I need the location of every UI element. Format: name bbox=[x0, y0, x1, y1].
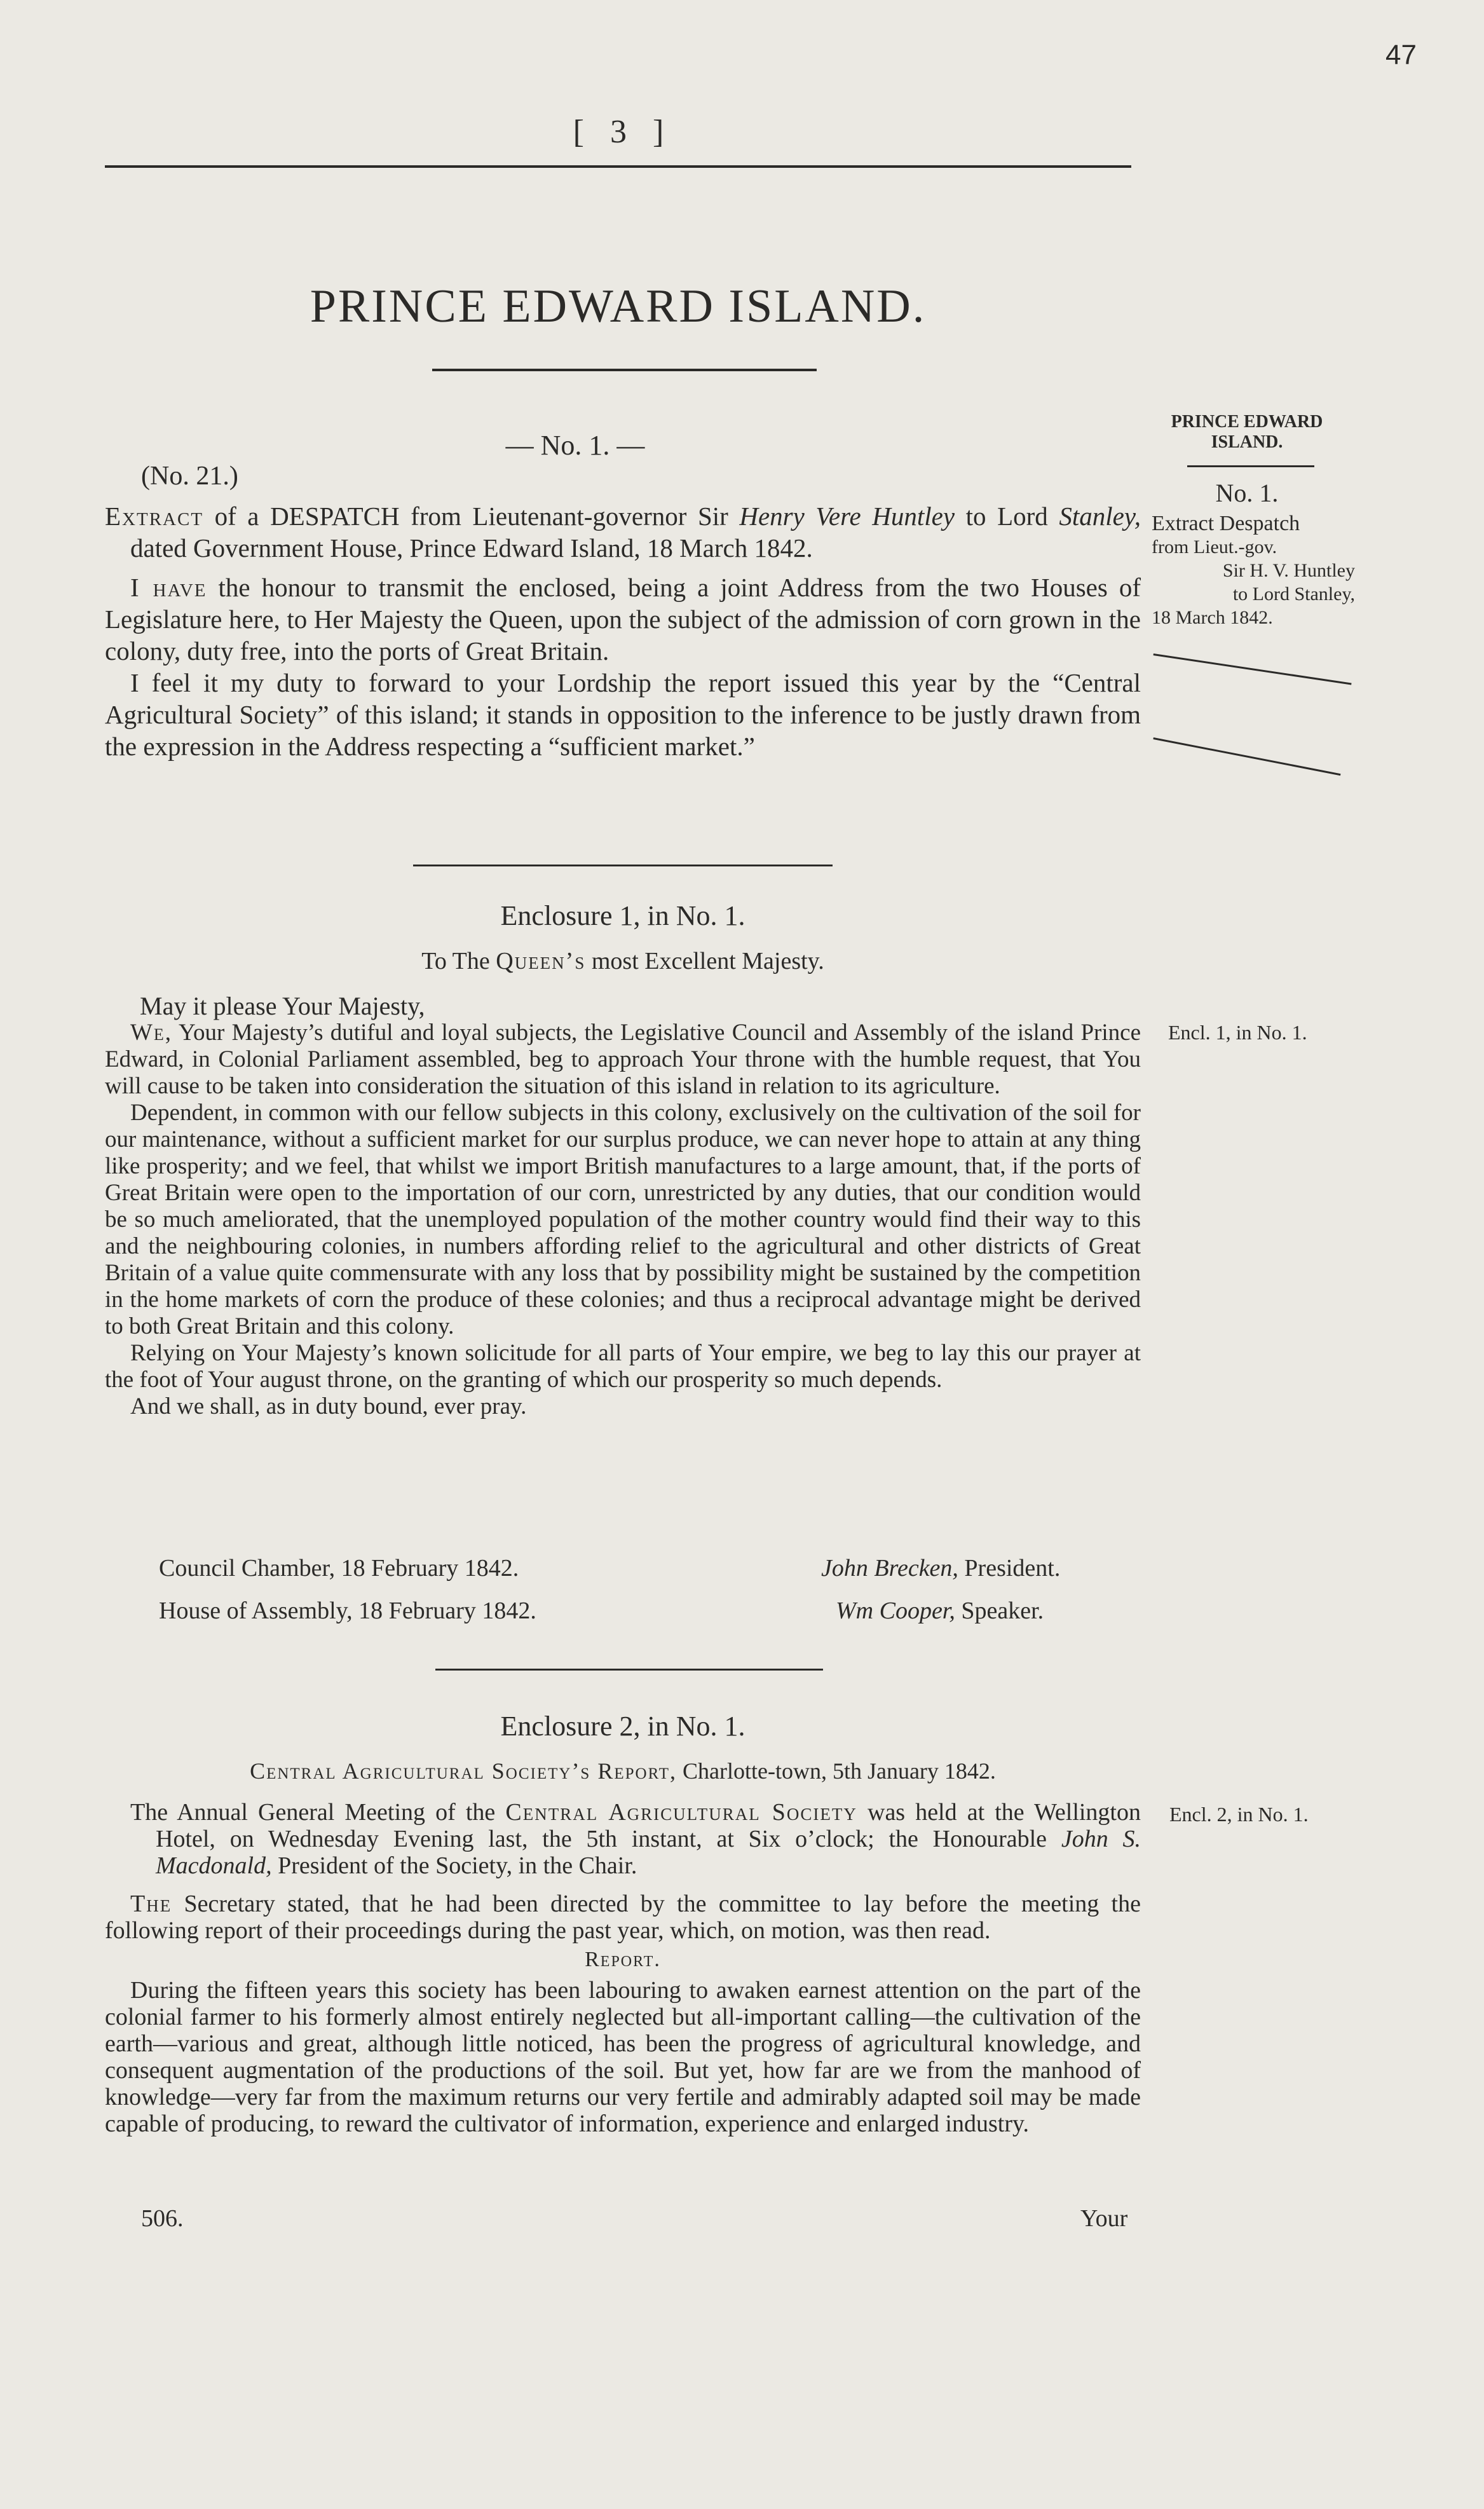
footer-number: 506. bbox=[141, 2205, 184, 2232]
title-rule bbox=[432, 369, 817, 371]
enclosure1-paragraph: Dependent, in common with our fellow subjects in this colony, exclusively on the cultivation of the soil for our maintenance, without a sufficient market for our surplus produce, we can never hope to attain at any thing like prosperity; and we feel, that whilst we import British manufactures to a large amount, that, if the ports of Great Britain were open to the importation of our corn, unrestricted by any duties, that our condition would be so much ameliorated, that the unemployed population of the mother country would find their way to this and the neighbouring colonies, in numbers affording relief to the agricultural and other districts of Great Britain of a value quite commensurate with any loss that by possibility might be sustained by the competition in the home markets of corn the produce of these colonies; and thus a reciprocal advantage might be derived to both Great Britain and this colony. bbox=[105, 1100, 1141, 1339]
governor-name: Henry Vere Huntley bbox=[739, 502, 955, 531]
header-rule bbox=[105, 165, 1131, 168]
signature-name-2: Wm Cooper, Speaker. bbox=[836, 1597, 1044, 1624]
margin-despatch-line: from Lieut.-gov. bbox=[1152, 537, 1277, 557]
enclosure1-paragraph: And we shall, as in duty bound, ever pray. bbox=[130, 1393, 527, 1419]
enclosure2-heading: Enclosure 2, in No. 1. bbox=[500, 1711, 745, 1742]
margin-flourish bbox=[1153, 737, 1340, 776]
enclosure1-address: To The Queen’s most Excellent Majesty. bbox=[421, 948, 824, 974]
margin-despatch-note bbox=[1152, 512, 1355, 629]
lord-name: Stanley, bbox=[1059, 502, 1141, 531]
enclosure1-paragraph: Relying on Your Majesty’s known solicitude for all parts of Your empire, we beg to lay this our prayer at the foot of Your august throne, on the granting of which our prosperity so much depends. bbox=[105, 1340, 1141, 1393]
signature-place-2: House of Assembly, 18 February 1842. bbox=[159, 1597, 536, 1624]
enclosure2-subheading: Central Agricultural Society’s Report, Charlotte-town, 5th January 1842. bbox=[250, 1758, 996, 1784]
margin-heading: PRINCE EDWARD ISLAND. bbox=[1171, 412, 1323, 452]
despatch-number: (No. 21.) bbox=[141, 461, 238, 491]
despatch-paragraph: I feel it my duty to forward to your Lordship the report issued this year by the “Central Agricultural Society” of this island; it stands in opposition to the inference to be justly drawn from the expression in the Address respecting a “sufficient market.” bbox=[105, 668, 1141, 761]
margin-no: No. 1. bbox=[1215, 479, 1279, 507]
margin-flourish bbox=[1154, 653, 1352, 685]
report-heading: Report. bbox=[585, 1948, 661, 1971]
chair-name: John S. Macdonald, bbox=[156, 1826, 1141, 1879]
margin-heading-rule bbox=[1187, 465, 1314, 467]
report-paragraph: During the fifteen years this society has been labouring to awaken earnest attention on the part of the colonial farmer to his formerly almost entirely neglected but all-important calling—the cultivation of the earth—various and great, although little noticed, has been the progress of agricultural knowledge, and consequent augmentation of the productions of the soil. But yet, how far are we from the manhood of knowledge—very far from the maximum returns our very fertile and admirably adapted soil may be made capable of producing, to reward the cultivator of information, experience and enlarged industry. bbox=[105, 1977, 1141, 2137]
enclosure2-body bbox=[105, 1799, 1141, 2137]
extract-word: Extract bbox=[105, 502, 204, 531]
despatch-body bbox=[105, 500, 1141, 762]
section-rule bbox=[435, 1669, 823, 1671]
margin-despatch-line: 18 March 1842. bbox=[1152, 607, 1273, 628]
margin-despatch-line: to Lord Stanley, bbox=[1232, 584, 1355, 605]
despatch-heading: — No. 1. — bbox=[505, 430, 645, 461]
signature-name-1: John Brecken, President. bbox=[821, 1555, 1061, 1582]
salutation: May it please Your Majesty, bbox=[140, 992, 425, 1020]
enclosure2-intro: The Annual General Meeting of the Central Agricultural Society was held at the Wellington Hotel, on Wednesday Evening last, the 5th instant, at Six o’clock; the Honourable John S. Macdonald, President of the Society, in the Chair. bbox=[130, 1799, 1141, 1879]
catchword: Your bbox=[1080, 2205, 1128, 2232]
enclosure1-heading: Enclosure 1, in No. 1. bbox=[500, 900, 745, 931]
margin-encl1: Encl. 1, in No. 1. bbox=[1168, 1021, 1307, 1044]
signature-place-1: Council Chamber, 18 February 1842. bbox=[159, 1555, 519, 1582]
section-rule bbox=[413, 865, 833, 866]
bracket-number: [ 3 ] bbox=[573, 114, 673, 150]
page-number: 47 bbox=[1385, 39, 1417, 71]
margin-encl2: Encl. 2, in No. 1. bbox=[1169, 1803, 1309, 1826]
margin-despatch-line: Sir H. V. Huntley bbox=[1222, 560, 1355, 581]
despatch-paragraph: I have the honour to transmit the enclosed, being a joint Address from the two Houses of Legislature here, to Her Majesty the Queen, upon the subject of the admission of corn grown in the colony, duty free, into the ports of Great Britain. bbox=[105, 573, 1141, 666]
margin-despatch-line: Extract Despatch bbox=[1152, 512, 1300, 535]
enclosure1-paragraph: We, Your Majesty’s dutiful and loyal subjects, the Legislative Council and Assembly of the island Prince Edward, in Colonial Parliament assembled, beg to approach Your throne with the humble request, that You will cause to be taken into consideration the situation of this island in relation to its agriculture. bbox=[105, 1020, 1141, 1099]
despatch-intro: Extract of a DESPATCH from Lieutenant-governor Sir Henry Vere Huntley to Lord Stanley, dated Government House, Prince Edward Island, 18 March 1842. bbox=[105, 502, 1141, 563]
page-title: PRINCE EDWARD ISLAND. bbox=[310, 280, 927, 332]
enclosure1-body bbox=[105, 993, 1141, 1420]
enclosure2-paragraph: The Secretary stated, that he had been directed by the committee to lay before the meeting the following report of their proceedings during the past year, which, on motion, was then read. bbox=[105, 1890, 1141, 1944]
